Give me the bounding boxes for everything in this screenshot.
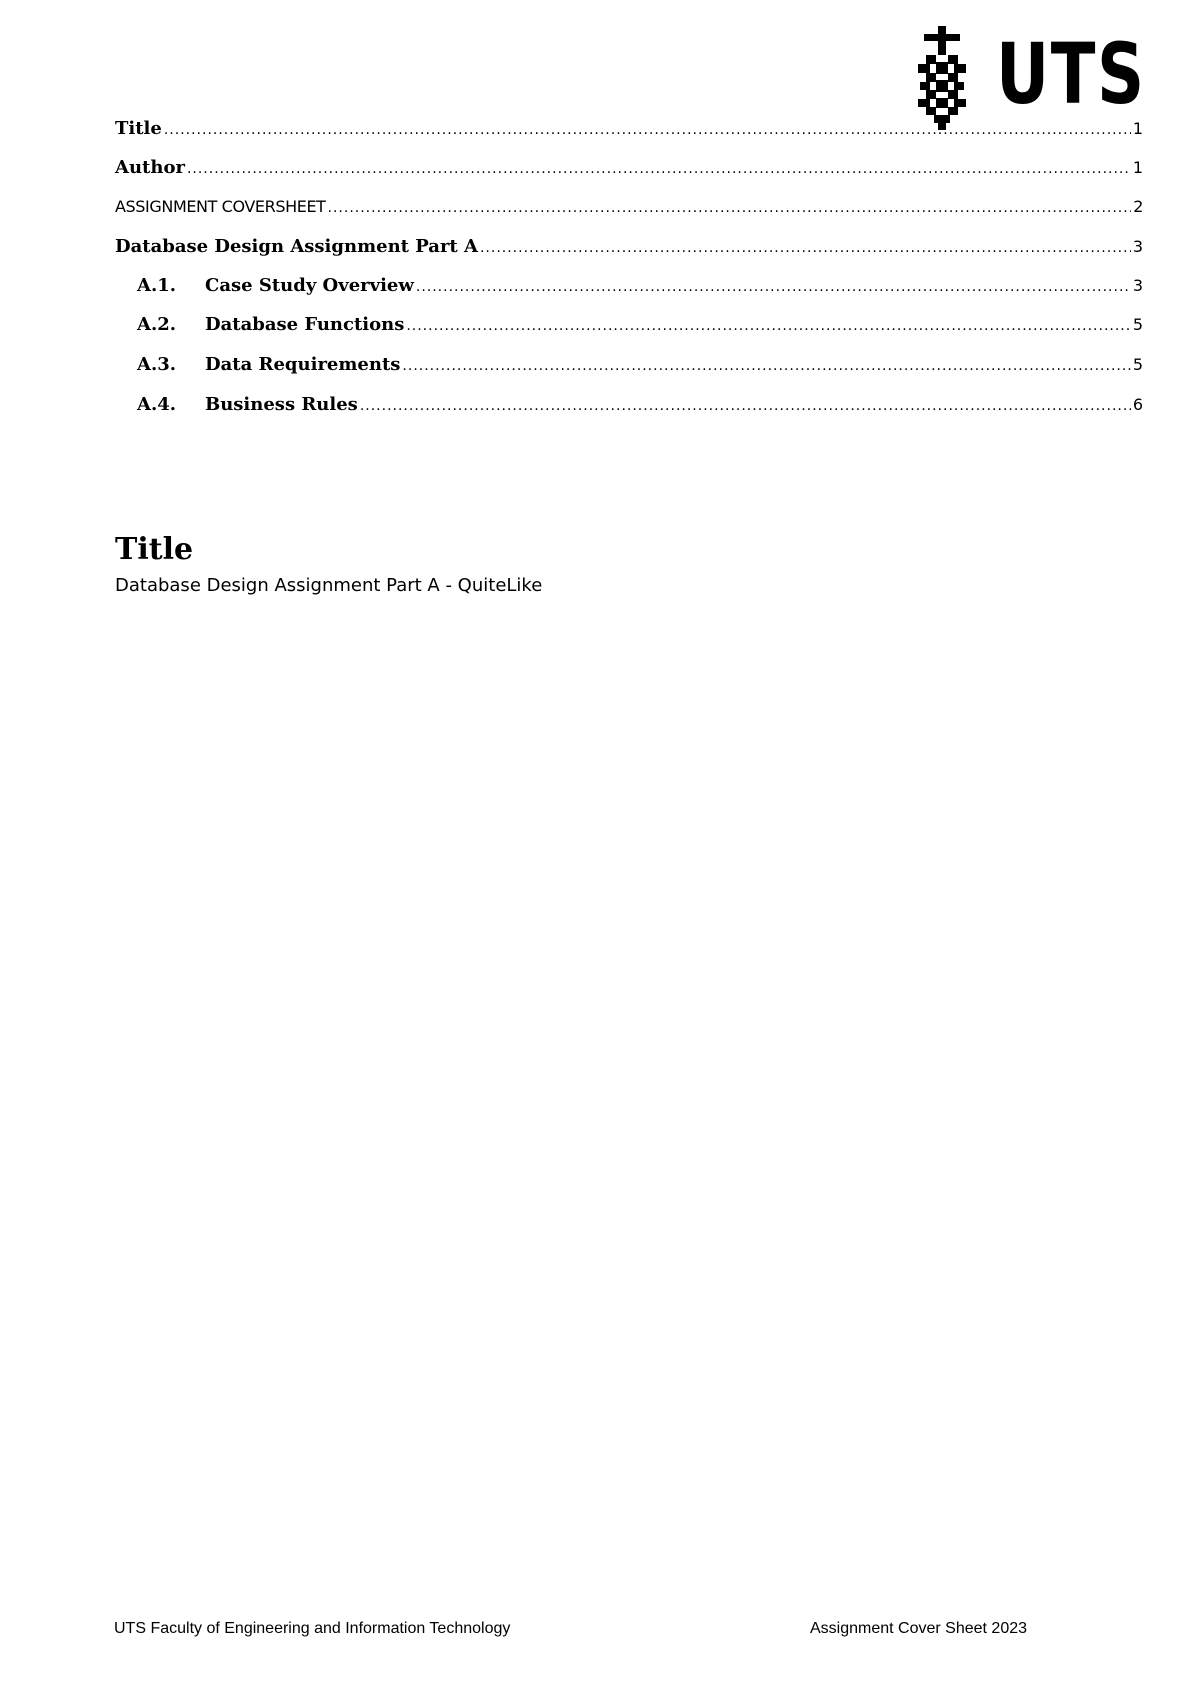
toc-leader bbox=[360, 398, 1131, 414]
toc-entry-author[interactable] bbox=[115, 157, 1143, 178]
toc-leader bbox=[406, 318, 1130, 334]
toc-entry-title[interactable] bbox=[115, 118, 1143, 139]
toc-entry-coversheet[interactable] bbox=[115, 197, 1143, 216]
toc-entry-label: Database Design Assignment Part A bbox=[115, 236, 478, 257]
toc-entry-label: Data Requirements bbox=[205, 354, 401, 375]
toc-entry-number: A.1. bbox=[137, 275, 177, 296]
toc-page-number: 3 bbox=[1132, 237, 1143, 256]
logo-text: UTS bbox=[996, 25, 1146, 123]
uts-crest-icon bbox=[912, 22, 972, 132]
toc-entry-case-study[interactable] bbox=[137, 275, 1143, 296]
toc-entry-label: Title bbox=[115, 118, 162, 139]
toc-entry-db-functions[interactable] bbox=[137, 314, 1143, 335]
toc-entry-label: Case Study Overview bbox=[205, 275, 414, 296]
section-heading: Title bbox=[115, 532, 194, 567]
toc-page-number: 1 bbox=[1132, 158, 1143, 177]
toc-entry-number: A.3. bbox=[137, 354, 177, 375]
toc-entry-number: A.2. bbox=[137, 314, 177, 335]
footer-faculty: UTS Faculty of Engineering and Information Technology bbox=[114, 1620, 511, 1637]
toc-entry-number: A.4. bbox=[137, 394, 177, 415]
toc-entry-label: Database Functions bbox=[205, 314, 405, 335]
footer-doc-title: Assignment Cover Sheet 2023 bbox=[810, 1620, 1028, 1637]
toc-page-number: 3 bbox=[1132, 276, 1143, 295]
toc-leader bbox=[416, 279, 1131, 295]
toc-entry-business-rules[interactable] bbox=[137, 394, 1143, 415]
toc-page-number: 5 bbox=[1132, 315, 1143, 334]
toc-entry-label: ASSIGNMENT COVERSHEET bbox=[115, 197, 326, 216]
toc-entry-part-a[interactable] bbox=[115, 236, 1143, 257]
toc-leader bbox=[187, 161, 1131, 177]
toc-leader bbox=[328, 200, 1132, 216]
toc-entry-data-requirements[interactable] bbox=[137, 354, 1143, 375]
toc-leader bbox=[480, 240, 1131, 256]
toc-leader bbox=[402, 358, 1130, 374]
toc-page-number: 6 bbox=[1132, 395, 1143, 414]
toc-entry-label: Author bbox=[115, 157, 185, 178]
toc-page-number: 2 bbox=[1133, 197, 1143, 216]
toc-entry-label: Business Rules bbox=[205, 394, 358, 415]
toc-page-number: 5 bbox=[1132, 355, 1143, 374]
toc-leader bbox=[164, 122, 1131, 138]
uts-logo bbox=[912, 22, 1162, 132]
toc-page-number: 1 bbox=[1132, 119, 1143, 138]
section-body-text: Database Design Assignment Part A - QuiteLike bbox=[115, 575, 543, 596]
